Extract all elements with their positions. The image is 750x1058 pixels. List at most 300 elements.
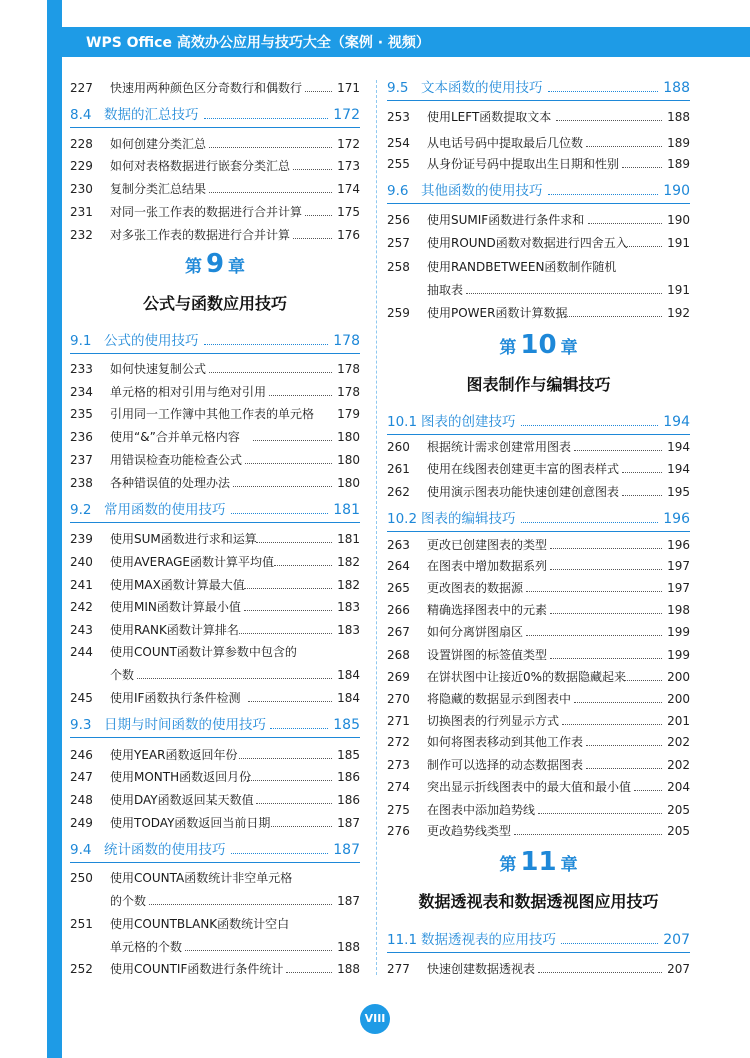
entry-number: 245 <box>70 691 93 705</box>
section-number: 8.4 <box>70 107 92 123</box>
entry-title: 使用MAX函数计算最大值 <box>110 578 245 592</box>
toc-entry[interactable] <box>70 641 360 663</box>
section-underline <box>387 531 690 532</box>
entry-page-number: 204 <box>667 780 690 794</box>
dot-leader <box>586 745 662 746</box>
section-page-number: 188 <box>663 80 690 96</box>
entry-title: 使用ROUND函数对数据进行四舍五入 <box>427 236 628 250</box>
entry-page-number: 178 <box>337 362 360 376</box>
section-dot-leader <box>521 425 658 426</box>
toc-entry[interactable] <box>70 867 360 889</box>
entry-number: 242 <box>70 600 93 614</box>
section-number: 10.2 <box>387 511 418 527</box>
entry-page-number: 198 <box>667 603 690 617</box>
dot-leader <box>588 223 662 224</box>
entry-number: 231 <box>70 205 93 219</box>
toc-section-heading[interactable] <box>387 928 690 952</box>
entry-page-number: 172 <box>337 137 360 151</box>
entry-number: 256 <box>387 213 410 227</box>
toc-section-heading[interactable] <box>387 410 690 434</box>
dot-leader <box>622 495 662 496</box>
dot-leader <box>466 293 662 294</box>
toc-entry[interactable] <box>387 209 690 231</box>
section-title: 图表的编辑技巧 <box>421 511 516 527</box>
section-underline <box>70 127 360 128</box>
entry-title-continued: 个数 <box>110 668 135 682</box>
section-dot-leader <box>204 118 328 119</box>
entry-number: 232 <box>70 228 93 242</box>
dot-leader <box>622 472 662 473</box>
toc-entry-continuation[interactable] <box>70 664 360 686</box>
toc-entry[interactable] <box>387 731 690 753</box>
entry-number: 273 <box>387 758 410 772</box>
toc-entry[interactable] <box>387 776 690 798</box>
dot-leader <box>239 633 332 634</box>
toc-entry[interactable] <box>387 754 690 776</box>
entry-number: 274 <box>387 780 410 794</box>
entry-page-number: 189 <box>667 157 690 171</box>
dot-leader <box>562 724 662 725</box>
entry-title: 使用在线图表创建更丰富的图表样式 <box>427 462 620 476</box>
entry-number: 265 <box>387 581 410 595</box>
entry-page-number: 180 <box>337 476 360 490</box>
entry-number: 260 <box>387 440 410 454</box>
toc-entry[interactable] <box>387 710 690 732</box>
entry-number: 236 <box>70 430 93 444</box>
entry-page-number: 197 <box>667 581 690 595</box>
toc-entry-continuation[interactable] <box>387 279 690 301</box>
toc-entry[interactable] <box>70 596 360 618</box>
entry-title: 用错误检查功能检查公式 <box>110 453 243 467</box>
entry-title: 如何对表格数据进行嵌套分类汇总 <box>110 159 291 173</box>
section-underline <box>70 522 360 523</box>
entry-title: 使用MIN函数计算最小值 <box>110 600 241 614</box>
toc-entry[interactable] <box>387 666 690 688</box>
entry-number: 268 <box>387 648 410 662</box>
toc-entry[interactable] <box>70 426 360 448</box>
entry-number: 228 <box>70 137 93 151</box>
toc-entry[interactable] <box>70 789 360 811</box>
toc-entry[interactable] <box>70 958 360 980</box>
entry-title: 如何分离饼图扇区 <box>427 625 524 639</box>
toc-entry[interactable] <box>387 232 690 254</box>
chapter-title: 公式与函数应用技巧 <box>142 294 287 313</box>
book-title: WPS Office 高效办公应用与技巧大全（案例 · 视频） <box>86 35 430 51</box>
section-number: 9.6 <box>387 183 409 199</box>
section-title: 其他函数的使用技巧 <box>421 183 543 199</box>
section-number: 9.3 <box>70 717 92 733</box>
chapter-heading[interactable] <box>387 330 690 395</box>
entry-number: 234 <box>70 385 93 399</box>
toc-section-heading[interactable] <box>70 498 360 522</box>
toc-entry[interactable] <box>70 574 360 596</box>
entry-page-number: 186 <box>337 770 360 784</box>
toc-entry[interactable] <box>387 534 690 556</box>
toc-entry[interactable] <box>387 599 690 621</box>
entry-page-number: 200 <box>667 670 690 684</box>
dot-leader <box>248 701 332 702</box>
dot-leader <box>286 972 332 973</box>
section-page-number: 187 <box>333 842 360 858</box>
entry-page-number: 180 <box>337 430 360 444</box>
section-dot-leader <box>270 728 328 729</box>
dot-leader <box>247 780 332 781</box>
entry-number: 275 <box>387 803 410 817</box>
chapter-prefix: 第 <box>184 257 202 277</box>
dot-leader <box>244 588 332 589</box>
dot-leader <box>271 826 332 827</box>
dot-leader <box>622 167 662 168</box>
entry-number: 233 <box>70 362 93 376</box>
entry-page-number: 192 <box>667 306 690 320</box>
entry-title: 突出显示折线图表中的最大值和最小值 <box>427 780 632 794</box>
dot-leader <box>305 91 332 92</box>
entry-title: 使用YEAR函数返回年份 <box>110 748 238 762</box>
toc-entry[interactable] <box>387 481 690 503</box>
entry-title: 将隐藏的数据显示到图表中 <box>427 692 572 706</box>
dot-leader <box>624 246 662 247</box>
entry-page-number: 182 <box>337 578 360 592</box>
toc-section-heading[interactable] <box>70 329 360 353</box>
section-title: 统计函数的使用技巧 <box>104 842 226 858</box>
toc-entry[interactable] <box>70 528 360 550</box>
section-number: 9.2 <box>70 502 92 518</box>
toc-entry[interactable] <box>387 577 690 599</box>
toc-entry[interactable] <box>70 155 360 177</box>
section-number: 10.1 <box>387 414 418 430</box>
entry-title: 复制分类汇总结果 <box>110 182 207 196</box>
toc-entry[interactable] <box>70 403 360 425</box>
toc-entry[interactable] <box>387 820 690 842</box>
entry-title: 使用MONTH函数返回月份 <box>110 770 252 784</box>
chapter-heading[interactable] <box>70 249 360 314</box>
chapter-number: 11 <box>520 847 557 877</box>
section-page-number: 194 <box>663 414 690 430</box>
toc-entry[interactable] <box>70 766 360 788</box>
entry-page-number: 207 <box>667 962 690 976</box>
entry-page-number: 175 <box>337 205 360 219</box>
toc-entry[interactable] <box>70 358 360 380</box>
toc-section-heading[interactable] <box>70 103 360 127</box>
toc-entry[interactable] <box>70 133 360 155</box>
entry-page-number: 187 <box>337 816 360 830</box>
toc-entry[interactable] <box>70 551 360 573</box>
entry-page-number: 202 <box>667 735 690 749</box>
entry-number: 240 <box>70 555 93 569</box>
entry-title: 制作可以选择的动态数据图表 <box>427 758 584 772</box>
entry-number: 257 <box>387 236 410 250</box>
entry-page-number: 182 <box>337 555 360 569</box>
toc-entry[interactable] <box>387 555 690 577</box>
entry-page-number: 179 <box>337 407 360 421</box>
section-title: 数据的汇总技巧 <box>104 107 199 123</box>
entry-number: 276 <box>387 824 410 838</box>
toc-entry[interactable] <box>70 913 360 935</box>
entry-title: 对多张工作表的数据进行合并计算 <box>110 228 291 242</box>
entry-page-number: 187 <box>337 894 360 908</box>
entry-number: 266 <box>387 603 410 617</box>
section-page-number: 178 <box>333 333 360 349</box>
entry-title: 在饼状图中让接近0%的数据隐藏起来 <box>427 670 627 684</box>
entry-title: 更改趋势线类型 <box>427 824 512 838</box>
entry-number: 259 <box>387 306 410 320</box>
entry-number: 258 <box>387 260 410 274</box>
entry-title: 使用COUNTA函数统计非空单元格 <box>110 871 293 885</box>
dot-leader <box>556 120 662 121</box>
dot-leader <box>137 678 332 679</box>
entry-page-number: 190 <box>667 213 690 227</box>
chapter-title: 图表制作与编辑技巧 <box>466 375 611 394</box>
dot-leader <box>256 803 332 804</box>
entry-title: 在图表中增加数据系列 <box>427 559 548 573</box>
entry-page-number: 191 <box>667 283 690 297</box>
entry-number: 247 <box>70 770 93 784</box>
side-color-bar <box>47 0 62 1058</box>
entry-number: 235 <box>70 407 93 421</box>
section-underline <box>70 353 360 354</box>
dot-leader <box>550 613 662 614</box>
dot-leader <box>586 146 662 147</box>
dot-leader <box>574 702 662 703</box>
dot-leader <box>209 192 332 193</box>
section-dot-leader <box>521 522 658 523</box>
entry-page-number: 197 <box>667 559 690 573</box>
section-underline <box>387 100 690 101</box>
section-number: 11.1 <box>387 932 418 948</box>
entry-title: 使用SUMIF函数进行条件求和 <box>427 213 585 227</box>
entry-title: 设置饼图的标签值类型 <box>427 648 548 662</box>
dot-leader <box>233 486 332 487</box>
entry-title: 使用“&”合并单元格内容 <box>110 430 240 444</box>
section-page-number: 181 <box>333 502 360 518</box>
entry-number: 244 <box>70 645 93 659</box>
entry-title: 使用AVERAGE函数计算平均值 <box>110 555 274 569</box>
entry-number: 263 <box>387 538 410 552</box>
entry-number: 255 <box>387 157 410 171</box>
entry-title: 使用演示图表功能快速创建创意图表 <box>427 485 620 499</box>
entry-title: 更改图表的数据源 <box>427 581 524 595</box>
entry-page-number: 196 <box>667 538 690 552</box>
dot-leader <box>538 813 662 814</box>
entry-title: 使用IF函数执行条件检测 <box>110 691 241 705</box>
section-title: 常用函数的使用技巧 <box>104 502 226 518</box>
entry-page-number: 202 <box>667 758 690 772</box>
dot-leader <box>256 542 332 543</box>
section-title: 日期与时间函数的使用技巧 <box>104 717 266 733</box>
entry-title: 切换图表的行列显示方式 <box>427 714 560 728</box>
section-number: 9.4 <box>70 842 92 858</box>
chapter-prefix: 第 <box>499 855 517 875</box>
entry-number: 230 <box>70 182 93 196</box>
entry-title: 使用DAY函数返回某天数值 <box>110 793 254 807</box>
entry-page-number: 205 <box>667 803 690 817</box>
entry-page-number: 201 <box>667 714 690 728</box>
entry-number: 261 <box>387 462 410 476</box>
toc-entry[interactable] <box>70 178 360 200</box>
entry-number: 248 <box>70 793 93 807</box>
entry-number: 250 <box>70 871 93 885</box>
chapter-suffix: 章 <box>560 855 578 875</box>
section-underline <box>70 737 360 738</box>
entry-number: 238 <box>70 476 93 490</box>
entry-number: 253 <box>387 110 410 124</box>
entry-page-number: 176 <box>337 228 360 242</box>
toc-entry[interactable] <box>387 621 690 643</box>
section-dot-leader <box>548 194 658 195</box>
dot-leader <box>149 904 332 905</box>
chapter-label <box>387 847 690 877</box>
toc-entry[interactable] <box>387 644 690 666</box>
dot-leader <box>634 790 662 791</box>
entry-number: 241 <box>70 578 93 592</box>
dot-leader <box>550 658 662 659</box>
toc-entry[interactable] <box>387 958 690 980</box>
toc-entry[interactable] <box>387 436 690 458</box>
section-underline <box>70 862 360 863</box>
toc-entry[interactable] <box>387 688 690 710</box>
section-page-number: 172 <box>333 107 360 123</box>
entry-title: 单元格的相对引用与绝对引用 <box>110 385 267 399</box>
chapter-suffix: 章 <box>560 338 578 358</box>
toc-entry[interactable] <box>70 687 360 709</box>
chapter-number: 9 <box>205 249 225 279</box>
section-page-number: 190 <box>663 183 690 199</box>
toc-section-heading[interactable] <box>387 507 690 531</box>
entry-title: 使用COUNT函数计算参数中包含的 <box>110 645 297 659</box>
entry-page-number: 199 <box>667 648 690 662</box>
toc-entry[interactable] <box>70 201 360 223</box>
entry-title: 从身份证号码中提取出生日期和性别 <box>427 157 620 171</box>
dot-leader <box>305 215 332 216</box>
toc-entry[interactable] <box>70 381 360 403</box>
entry-page-number: 188 <box>667 110 690 124</box>
chapter-heading[interactable] <box>387 847 690 912</box>
toc-entry[interactable] <box>70 449 360 471</box>
toc-entry[interactable] <box>387 256 690 278</box>
section-dot-leader <box>204 344 328 345</box>
dot-leader <box>269 395 332 396</box>
section-number: 9.5 <box>387 80 409 96</box>
dot-leader <box>550 569 662 570</box>
entry-title: 对同一张工作表的数据进行合并计算 <box>110 205 303 219</box>
dot-leader <box>586 768 662 769</box>
entry-title: 使用SUM函数进行求和运算 <box>110 532 257 546</box>
entry-page-number: 191 <box>667 236 690 250</box>
entry-page-number: 183 <box>337 623 360 637</box>
toc-entry[interactable] <box>387 302 690 324</box>
entry-page-number: 199 <box>667 625 690 639</box>
dot-leader <box>185 950 332 951</box>
entry-number: 270 <box>387 692 410 706</box>
entry-number: 262 <box>387 485 410 499</box>
toc-entry[interactable] <box>70 472 360 494</box>
chapter-number: 10 <box>520 330 557 360</box>
entry-number: 269 <box>387 670 410 684</box>
chapter-title: 数据透视表和数据透视图应用技巧 <box>418 892 659 911</box>
chapter-label <box>70 249 360 279</box>
toc-section-heading[interactable] <box>70 713 360 737</box>
section-dot-leader <box>231 853 328 854</box>
entry-number: 239 <box>70 532 93 546</box>
entry-number: 277 <box>387 962 410 976</box>
entry-page-number: 173 <box>337 159 360 173</box>
dot-leader <box>526 591 662 592</box>
dot-leader <box>244 610 332 611</box>
entry-page-number: 184 <box>337 691 360 705</box>
section-title: 公式的使用技巧 <box>104 333 199 349</box>
toc-entry[interactable] <box>70 77 360 99</box>
toc-entry[interactable] <box>387 799 690 821</box>
entry-title-continued: 抽取表 <box>427 283 464 297</box>
toc-entry[interactable] <box>70 224 360 246</box>
entry-page-number: 178 <box>337 385 360 399</box>
entry-number: 252 <box>70 962 93 976</box>
toc-entry[interactable] <box>387 132 690 154</box>
entry-title: 引用同一工作簿中其他工作表的单元格 <box>110 407 315 421</box>
entry-number: 249 <box>70 816 93 830</box>
entry-number: 243 <box>70 623 93 637</box>
dot-leader <box>574 450 662 451</box>
entry-number: 267 <box>387 625 410 639</box>
entry-page-number: 181 <box>337 532 360 546</box>
entry-number: 246 <box>70 748 93 762</box>
dot-leader <box>293 169 332 170</box>
section-dot-leader <box>231 513 328 514</box>
toc-section-heading[interactable] <box>387 76 690 100</box>
dot-leader <box>239 758 332 759</box>
dot-leader <box>625 680 662 681</box>
entry-title: 使用POWER函数计算数据 <box>427 306 568 320</box>
chapter-suffix: 章 <box>228 257 246 277</box>
toc-entry[interactable] <box>70 744 360 766</box>
toc-entry[interactable] <box>70 812 360 834</box>
entry-page-number: 194 <box>667 440 690 454</box>
entry-title: 如何将图表移动到其他工作表 <box>427 735 584 749</box>
toc-entry-continuation[interactable] <box>70 936 360 958</box>
column-divider <box>376 80 377 975</box>
entry-number: 264 <box>387 559 410 573</box>
entry-number: 237 <box>70 453 93 467</box>
entry-title: 各种错误值的处理办法 <box>110 476 231 490</box>
entry-title: 从电话号码中提取最后几位数 <box>427 136 584 150</box>
toc-section-heading[interactable] <box>70 838 360 862</box>
entry-page-number: 189 <box>667 136 690 150</box>
entry-title: 快速用两种颜色区分奇数行和偶数行 <box>110 81 303 95</box>
dot-leader <box>564 316 662 317</box>
entry-page-number: 195 <box>667 485 690 499</box>
entry-number: 227 <box>70 81 93 95</box>
entry-page-number: 171 <box>337 81 360 95</box>
entry-number: 251 <box>70 917 93 931</box>
section-page-number: 196 <box>663 511 690 527</box>
entry-number: 254 <box>387 136 410 150</box>
dot-leader <box>245 463 332 464</box>
entry-page-number: 184 <box>337 668 360 682</box>
entry-title-continued: 单元格的个数 <box>110 940 183 954</box>
toc-entry[interactable] <box>387 458 690 480</box>
toc-entry[interactable] <box>70 619 360 641</box>
toc-entry[interactable] <box>387 106 690 128</box>
entry-page-number: 185 <box>337 748 360 762</box>
entry-number: 272 <box>387 735 410 749</box>
entry-title: 使用TODAY函数返回当前日期 <box>110 816 271 830</box>
toc-entry-continuation[interactable] <box>70 890 360 912</box>
entry-title: 如何快速复制公式 <box>110 362 207 376</box>
toc-section-heading[interactable] <box>387 179 690 203</box>
toc-entry[interactable] <box>387 153 690 175</box>
dot-leader <box>514 834 662 835</box>
entry-title: 精确选择图表中的元素 <box>427 603 548 617</box>
